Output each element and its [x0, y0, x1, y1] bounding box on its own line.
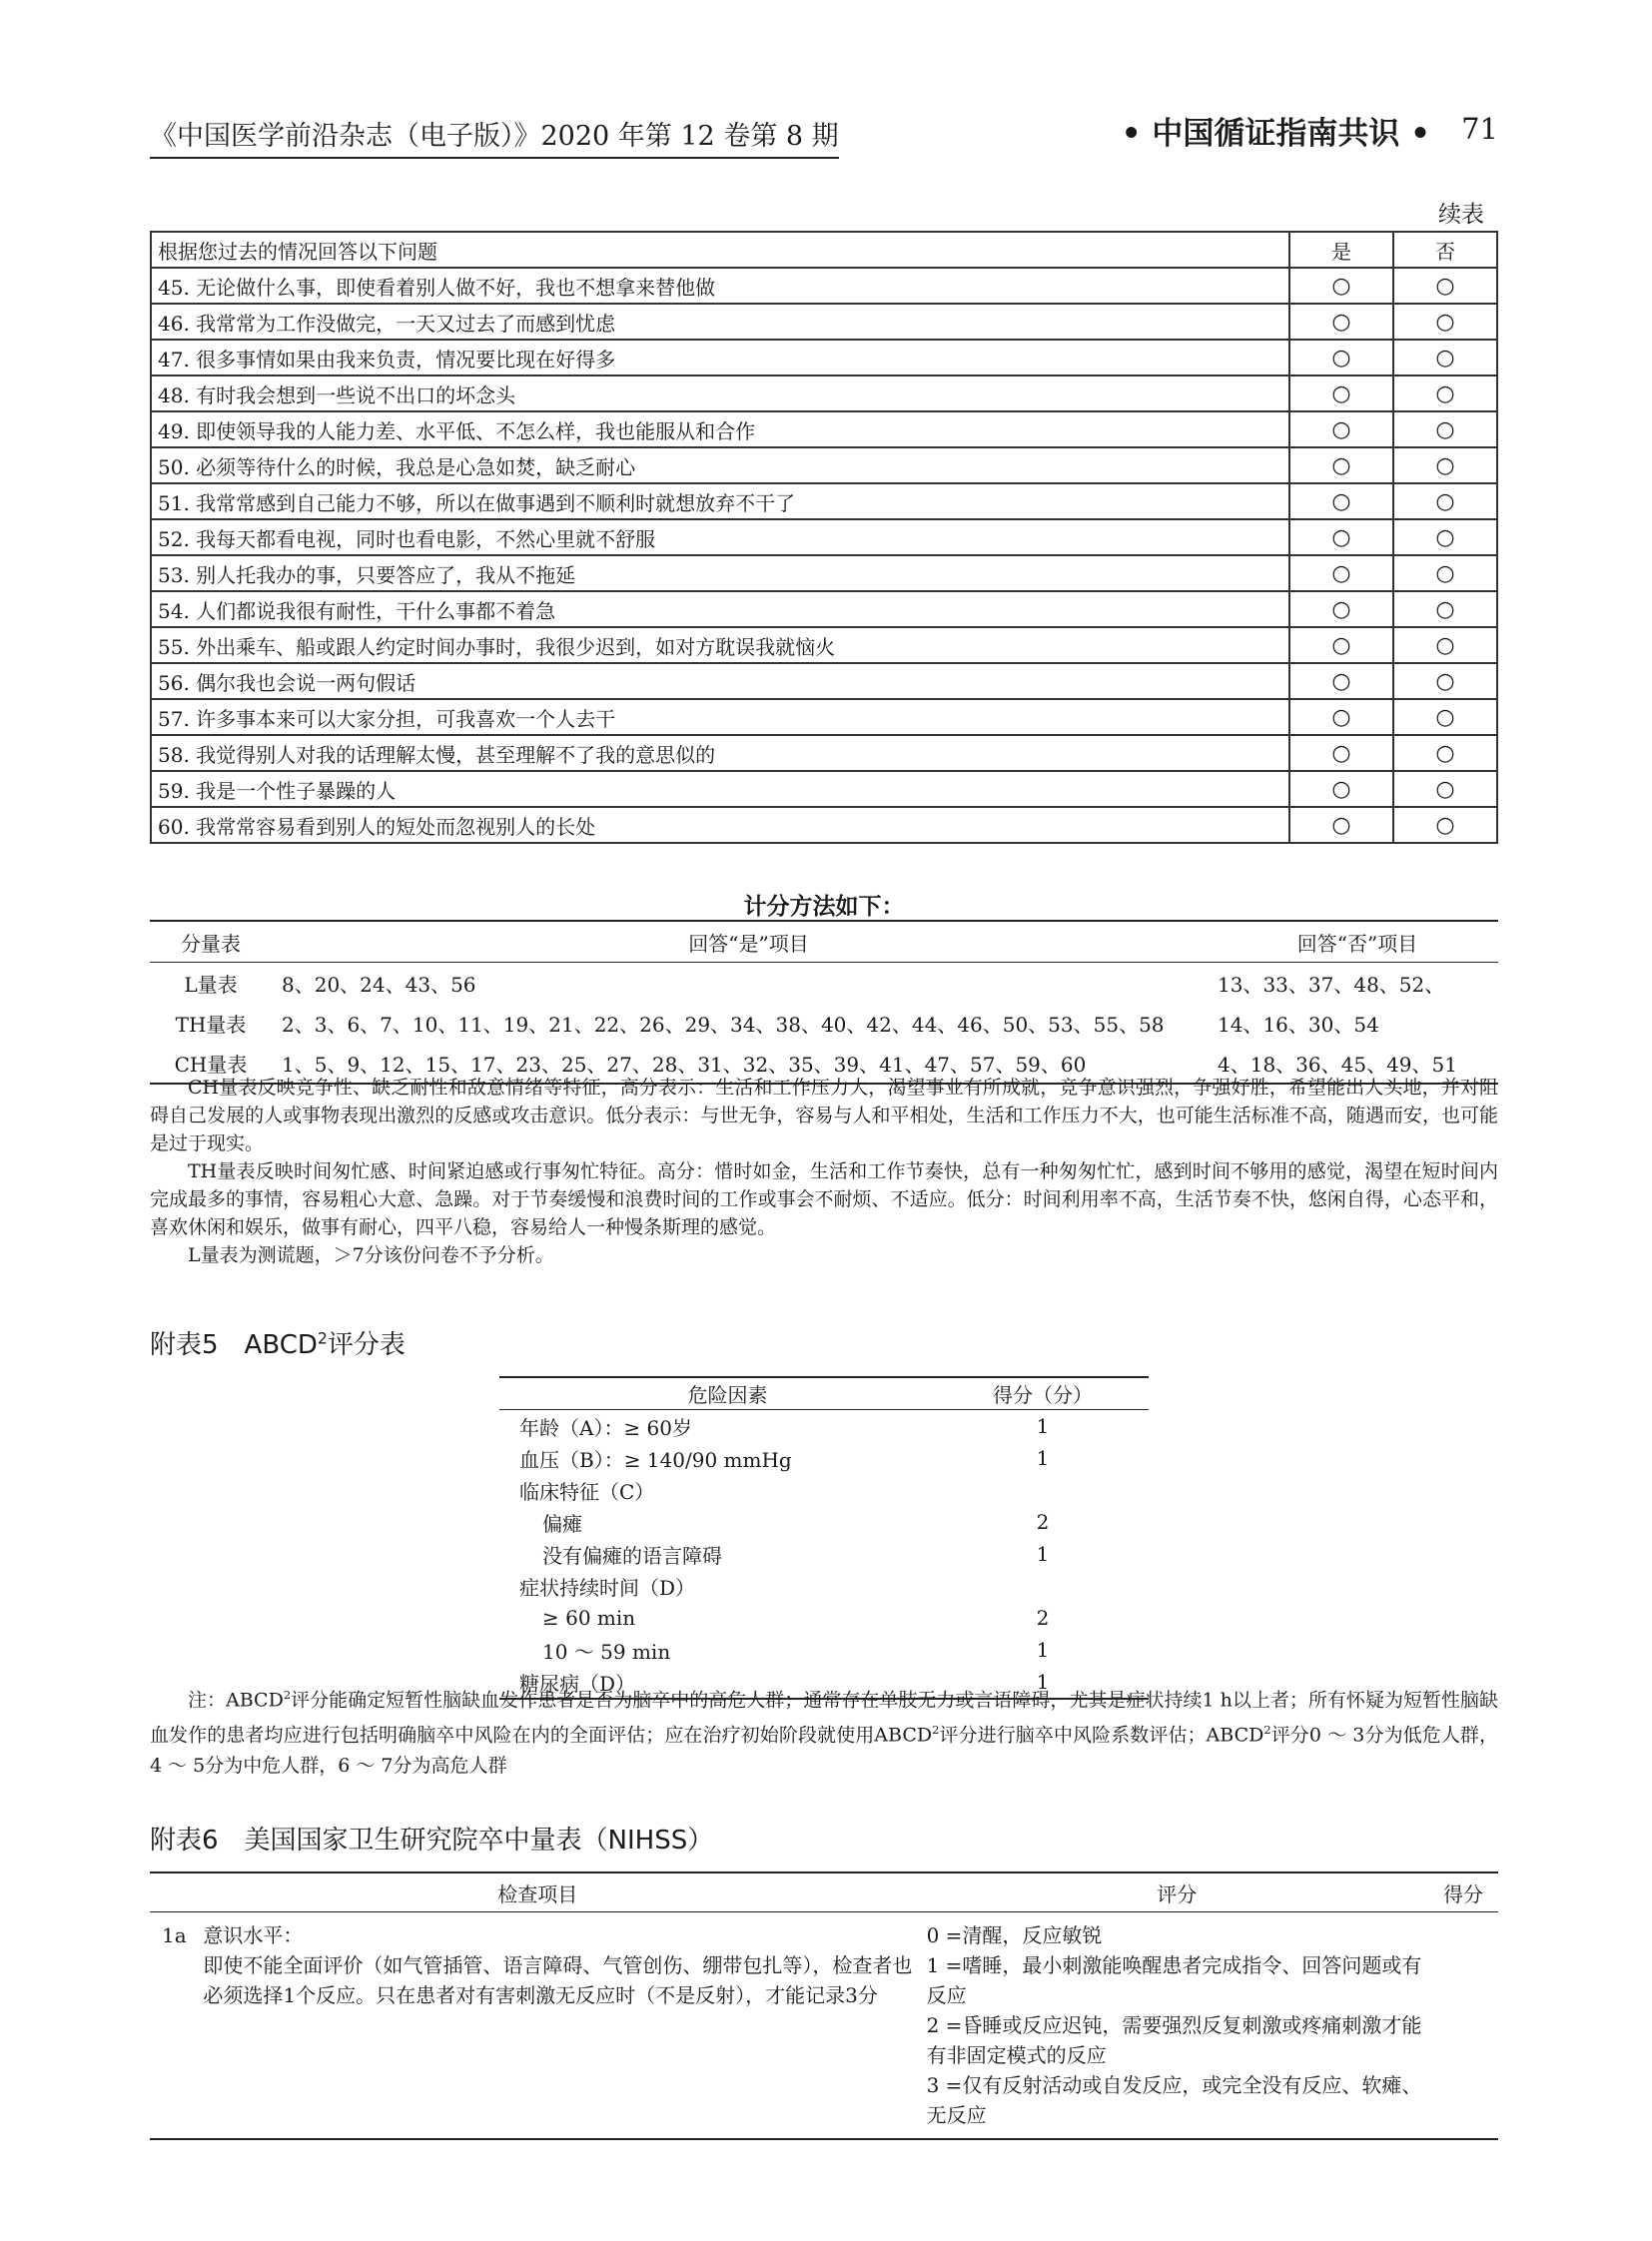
yes-option[interactable]: ○ [1289, 340, 1393, 375]
no-option[interactable]: ○ [1393, 447, 1497, 483]
yes-option[interactable]: ○ [1289, 807, 1393, 843]
risk-score: 1 [1036, 1446, 1050, 1470]
question-header: 根据您过去的情况回答以下问题 [151, 232, 1289, 268]
question-text: 50. 必须等待什么的时候，我总是心急如焚，缺乏耐心 [151, 447, 1289, 483]
yes-option[interactable]: ○ [1289, 771, 1393, 807]
no-option[interactable]: ○ [1393, 663, 1497, 699]
scale-name: CH量表 [174, 1052, 248, 1077]
question-row [151, 699, 1497, 735]
question-text: 57. 许多事本来可以大家分担，可我喜欢一个人去干 [151, 699, 1289, 735]
risk-factor-row [499, 1634, 1149, 1666]
no-option[interactable]: ○ [1393, 340, 1497, 375]
exam-item-header: 检查项目 [150, 1872, 926, 1912]
yes-option[interactable]: ○ [1289, 699, 1393, 735]
scoring-row [150, 963, 1498, 1004]
question-text: 60. 我常常容易看到别人的短处而忽视别人的长处 [151, 807, 1289, 843]
risk-score [937, 1474, 1149, 1506]
no-option[interactable]: ○ [1393, 483, 1497, 519]
question-row [151, 771, 1497, 807]
no-option[interactable]: ○ [1393, 304, 1497, 340]
no-option[interactable]: ○ [1393, 411, 1497, 447]
question-text: 52. 我每天都看电视，同时也看电影，不然心里就不舒服 [151, 519, 1289, 555]
risk-score: 1 [1036, 1670, 1050, 1694]
question-text: 55. 外出乘车、船或跟人约定时间办事时，我很少迟到，如对方耽误我就恼火 [151, 627, 1289, 663]
no-option[interactable]: ○ [1393, 771, 1497, 807]
item-instructions: 即使不能全面评价（如气管插管、语言障碍、气管创伤、绷带包扎等），检查者也必须选择1个反应。只在患者对有害刺激无反应时（不是反射），才能记录3分 [203, 1953, 913, 2007]
no-option[interactable]: ○ [1393, 268, 1497, 304]
risk-score: 1 [1036, 1542, 1050, 1566]
abcd-title: 附表5 ABCD$^2$评分表 [150, 1329, 406, 1360]
page-number: 71 [1461, 112, 1498, 146]
question-text: 46. 我常常为工作没做完，一天又过去了而感到忧虑 [151, 304, 1289, 340]
question-text: 56. 偶尔我也会说一两句假话 [151, 663, 1289, 699]
scoring-notes [150, 1074, 1498, 1269]
risk-factor-row [499, 1474, 1149, 1506]
question-row [151, 447, 1497, 483]
no-option[interactable]: ○ [1393, 699, 1497, 735]
yes-option[interactable]: ○ [1289, 447, 1393, 483]
risk-factor: 症状持续时间（D） [519, 1575, 696, 1600]
rating-option: 1 =嗜睡，最小刺激能唤醒患者完成指令、回答问题或有反应 [926, 1953, 1422, 2007]
question-row [151, 340, 1497, 375]
nihss-title: 附表6 美国国家卫生研究院卒中量表（NIHSS） [150, 1826, 714, 1856]
no-option[interactable]: ○ [1393, 735, 1497, 771]
question-row [151, 519, 1497, 555]
rating-option: 0 =清醒，反应敏锐 [926, 1923, 1103, 1947]
score-header: 得分（分） [937, 1377, 1149, 1410]
rating-option: 2 =昏睡或反应迟钝，需要强烈反复刺激或疼痛刺激才能有非固定模式的反应 [926, 2013, 1422, 2067]
yes-option[interactable]: ○ [1289, 268, 1393, 304]
question-text: 48. 有时我会想到一些说不出口的坏念头 [151, 375, 1289, 411]
abcd-note: 注：ABCD$^2$评分能确定短暂性脑缺血发作患者是否为脑卒中的高危人群；通常存在单肢无力或言语障碍，尤其是症状持续1 h以上者；所有怀疑为短暂性脑缺血发作的患者均应进行包括明确脑卒中风险在内的全面评估；应在治疗初始阶段就使用ABCD$^2$评分进行脑卒中风险系数评估；ABCD$^2$评分0 ～ 3分为低危人群，4 ～ 5分为中危人群，6 ～ 7分为高危人群 [150, 1688, 1499, 1777]
question-row [151, 663, 1497, 699]
no-option[interactable]: ○ [1393, 375, 1497, 411]
question-text: 54. 人们都说我很有耐性，干什么事都不着急 [151, 591, 1289, 627]
scale-header: 分量表 [150, 921, 272, 963]
question-row [151, 555, 1497, 591]
risk-factor: 血压（B）：≥ 140/90 mmHg [519, 1447, 792, 1472]
nihss-row [150, 1912, 1498, 2140]
question-row [151, 627, 1497, 663]
item-id: 1a [162, 1923, 187, 1947]
question-row [151, 483, 1497, 519]
th-note: TH量表反映时间匆忙感、时间紧迫感或行事匆忙特征。高分：惜时如金，生活和工作节奏快，总有一种匆匆忙忙，感到时间不够用的感觉，渴望在短时间内完成最多的事情，容易粗心大意、急躁。对于节奏缓慢和浪费时间的工作或事会不耐烦、不适应。低分：时间利用率不高，生活节奏不快，悠闲自得，心态平和，喜欢休闲和娱乐，做事有耐心，四平八稳，容易给人一种慢条斯理的感觉。 [150, 1160, 1498, 1238]
question-row [151, 411, 1497, 447]
no-option[interactable]: ○ [1393, 519, 1497, 555]
abcd-table [499, 1376, 1149, 1700]
risk-factor-row [499, 1570, 1149, 1602]
question-text: 59. 我是一个性子暴躁的人 [151, 771, 1289, 807]
scoring-row [150, 1003, 1498, 1043]
question-text: 51. 我常常感到自己能力不够，所以在做事遇到不顺利时就想放弃不干了 [151, 483, 1289, 519]
question-row [151, 591, 1497, 627]
risk-factor: 年龄（A）：≥ 60岁 [519, 1415, 693, 1440]
journal-title: 《中国医学前沿杂志（电子版）》2020 年第 12 卷第 8 期 [150, 114, 839, 159]
no-option[interactable]: ○ [1393, 591, 1497, 627]
risk-factor-row [499, 1506, 1149, 1538]
risk-factor-row [499, 1410, 1149, 1443]
yes-option[interactable]: ○ [1289, 483, 1393, 519]
risk-factor-row [499, 1602, 1149, 1634]
question-text: 49. 即使领导我的人能力差、水平低、不怎么样，我也能服从和合作 [151, 411, 1289, 447]
yes-option[interactable]: ○ [1289, 627, 1393, 663]
no-items: 13、33、37、48、52、 [1218, 972, 1445, 997]
yes-option[interactable]: ○ [1289, 519, 1393, 555]
question-row [151, 268, 1497, 304]
item-description [202, 1912, 925, 2140]
yes-items: 1、5、9、12、15、17、23、25、27、28、31、32、35、39、41、47、57、59、60 [282, 1052, 1087, 1077]
nihss-table [150, 1871, 1498, 2140]
scoring-table [150, 920, 1498, 1085]
no-items: 14、16、30、54 [1218, 1012, 1379, 1037]
yes-option[interactable]: ○ [1289, 663, 1393, 699]
no-items: 4、18、36、45、49、51 [1218, 1052, 1457, 1077]
rating-header: 评分 [926, 1872, 1428, 1912]
question-row [151, 807, 1497, 843]
risk-factor-row [499, 1538, 1149, 1570]
question-row [151, 375, 1497, 411]
yes-items-header: 回答“是”项目 [272, 921, 1217, 963]
scale-name: L量表 [184, 972, 238, 997]
score-header: 得分 [1428, 1872, 1498, 1912]
yes-items: 2、3、6、7、10、11、19、21、22、26、29、34、38、40、42、44、46、50、53、55、58 [282, 1012, 1165, 1037]
yes-items: 8、20、24、43、56 [282, 972, 476, 997]
risk-score: 2 [1036, 1510, 1050, 1534]
risk-score [937, 1570, 1149, 1602]
scoring-title: 计分方法如下： [743, 894, 905, 920]
yes-option[interactable]: ○ [1289, 304, 1393, 340]
question-text: 47. 很多事情如果由我来负责，情况要比现在好得多 [151, 340, 1289, 375]
no-items-header: 回答“否”项目 [1217, 921, 1498, 963]
question-text: 45. 无论做什么事，即使看着别人做不好，我也不想拿来替他做 [151, 268, 1289, 304]
question-text: 53. 别人托我办的事，只要答应了，我从不拖延 [151, 555, 1289, 591]
risk-factor: 临床特征（C） [519, 1479, 655, 1504]
question-row [151, 304, 1497, 340]
questionnaire-header-row [151, 232, 1497, 268]
l-note: L量表为测谎题，＞7分该份问卷不予分析。 [188, 1244, 554, 1266]
question-row [151, 735, 1497, 771]
risk-score: 2 [1036, 1606, 1050, 1630]
continued-label: 续表 [1438, 202, 1484, 228]
risk-score: 1 [1036, 1414, 1050, 1438]
no-option[interactable]: ○ [1393, 807, 1497, 843]
rating-option: 3 =仅有反射活动或自发反应，或完全没有反应、软瘫、无反应 [926, 2073, 1422, 2127]
scale-name: TH量表 [175, 1012, 247, 1037]
risk-factor: 没有偏瘫的语言障碍 [542, 1543, 722, 1568]
section-title: • 中国循证指南共识 • [1121, 116, 1430, 152]
risk-factor: ≥ 60 min [542, 1606, 636, 1630]
no-option[interactable]: ○ [1393, 555, 1497, 591]
page-header [150, 108, 1498, 158]
risk-factor-header: 危险因素 [499, 1377, 937, 1410]
risk-factor: 糖尿病（D） [519, 1671, 636, 1696]
risk-score: 1 [1036, 1638, 1050, 1662]
yes-option[interactable]: ○ [1289, 555, 1393, 591]
yes-option[interactable]: ○ [1289, 411, 1393, 447]
question-text: 58. 我觉得别人对我的话理解太慢，甚至理解不了我的意思似的 [151, 735, 1289, 771]
yes-header: 是 [1289, 232, 1393, 268]
risk-factor: 10 ～ 59 min [542, 1639, 671, 1664]
questionnaire-table [150, 231, 1498, 844]
ch-note: CH量表反映竞争性、缺乏耐性和敌意情绪等特征，高分表示：生活和工作压力大，渴望事业有所成就，竞争意识强烈，争强好胜，希望能出人头地，并对阻碍自己发展的人或事物表现出激烈的反感或攻击意识。低分表示：与世无争，容易与人和平相处，生活和工作压力不大，也可能生活标准不高，随遇而安，也可能是过于现实。 [150, 1077, 1498, 1154]
yes-option[interactable]: ○ [1289, 375, 1393, 411]
risk-factor: 偏瘫 [542, 1511, 582, 1536]
no-option[interactable]: ○ [1393, 627, 1497, 663]
score-cell [1428, 1912, 1498, 2140]
no-header: 否 [1393, 232, 1497, 268]
yes-option[interactable]: ○ [1289, 735, 1393, 771]
risk-factor-row [499, 1442, 1149, 1474]
rating-options [926, 1912, 1428, 2140]
item-name: 意识水平： [203, 1923, 304, 1947]
yes-option[interactable]: ○ [1289, 591, 1393, 627]
